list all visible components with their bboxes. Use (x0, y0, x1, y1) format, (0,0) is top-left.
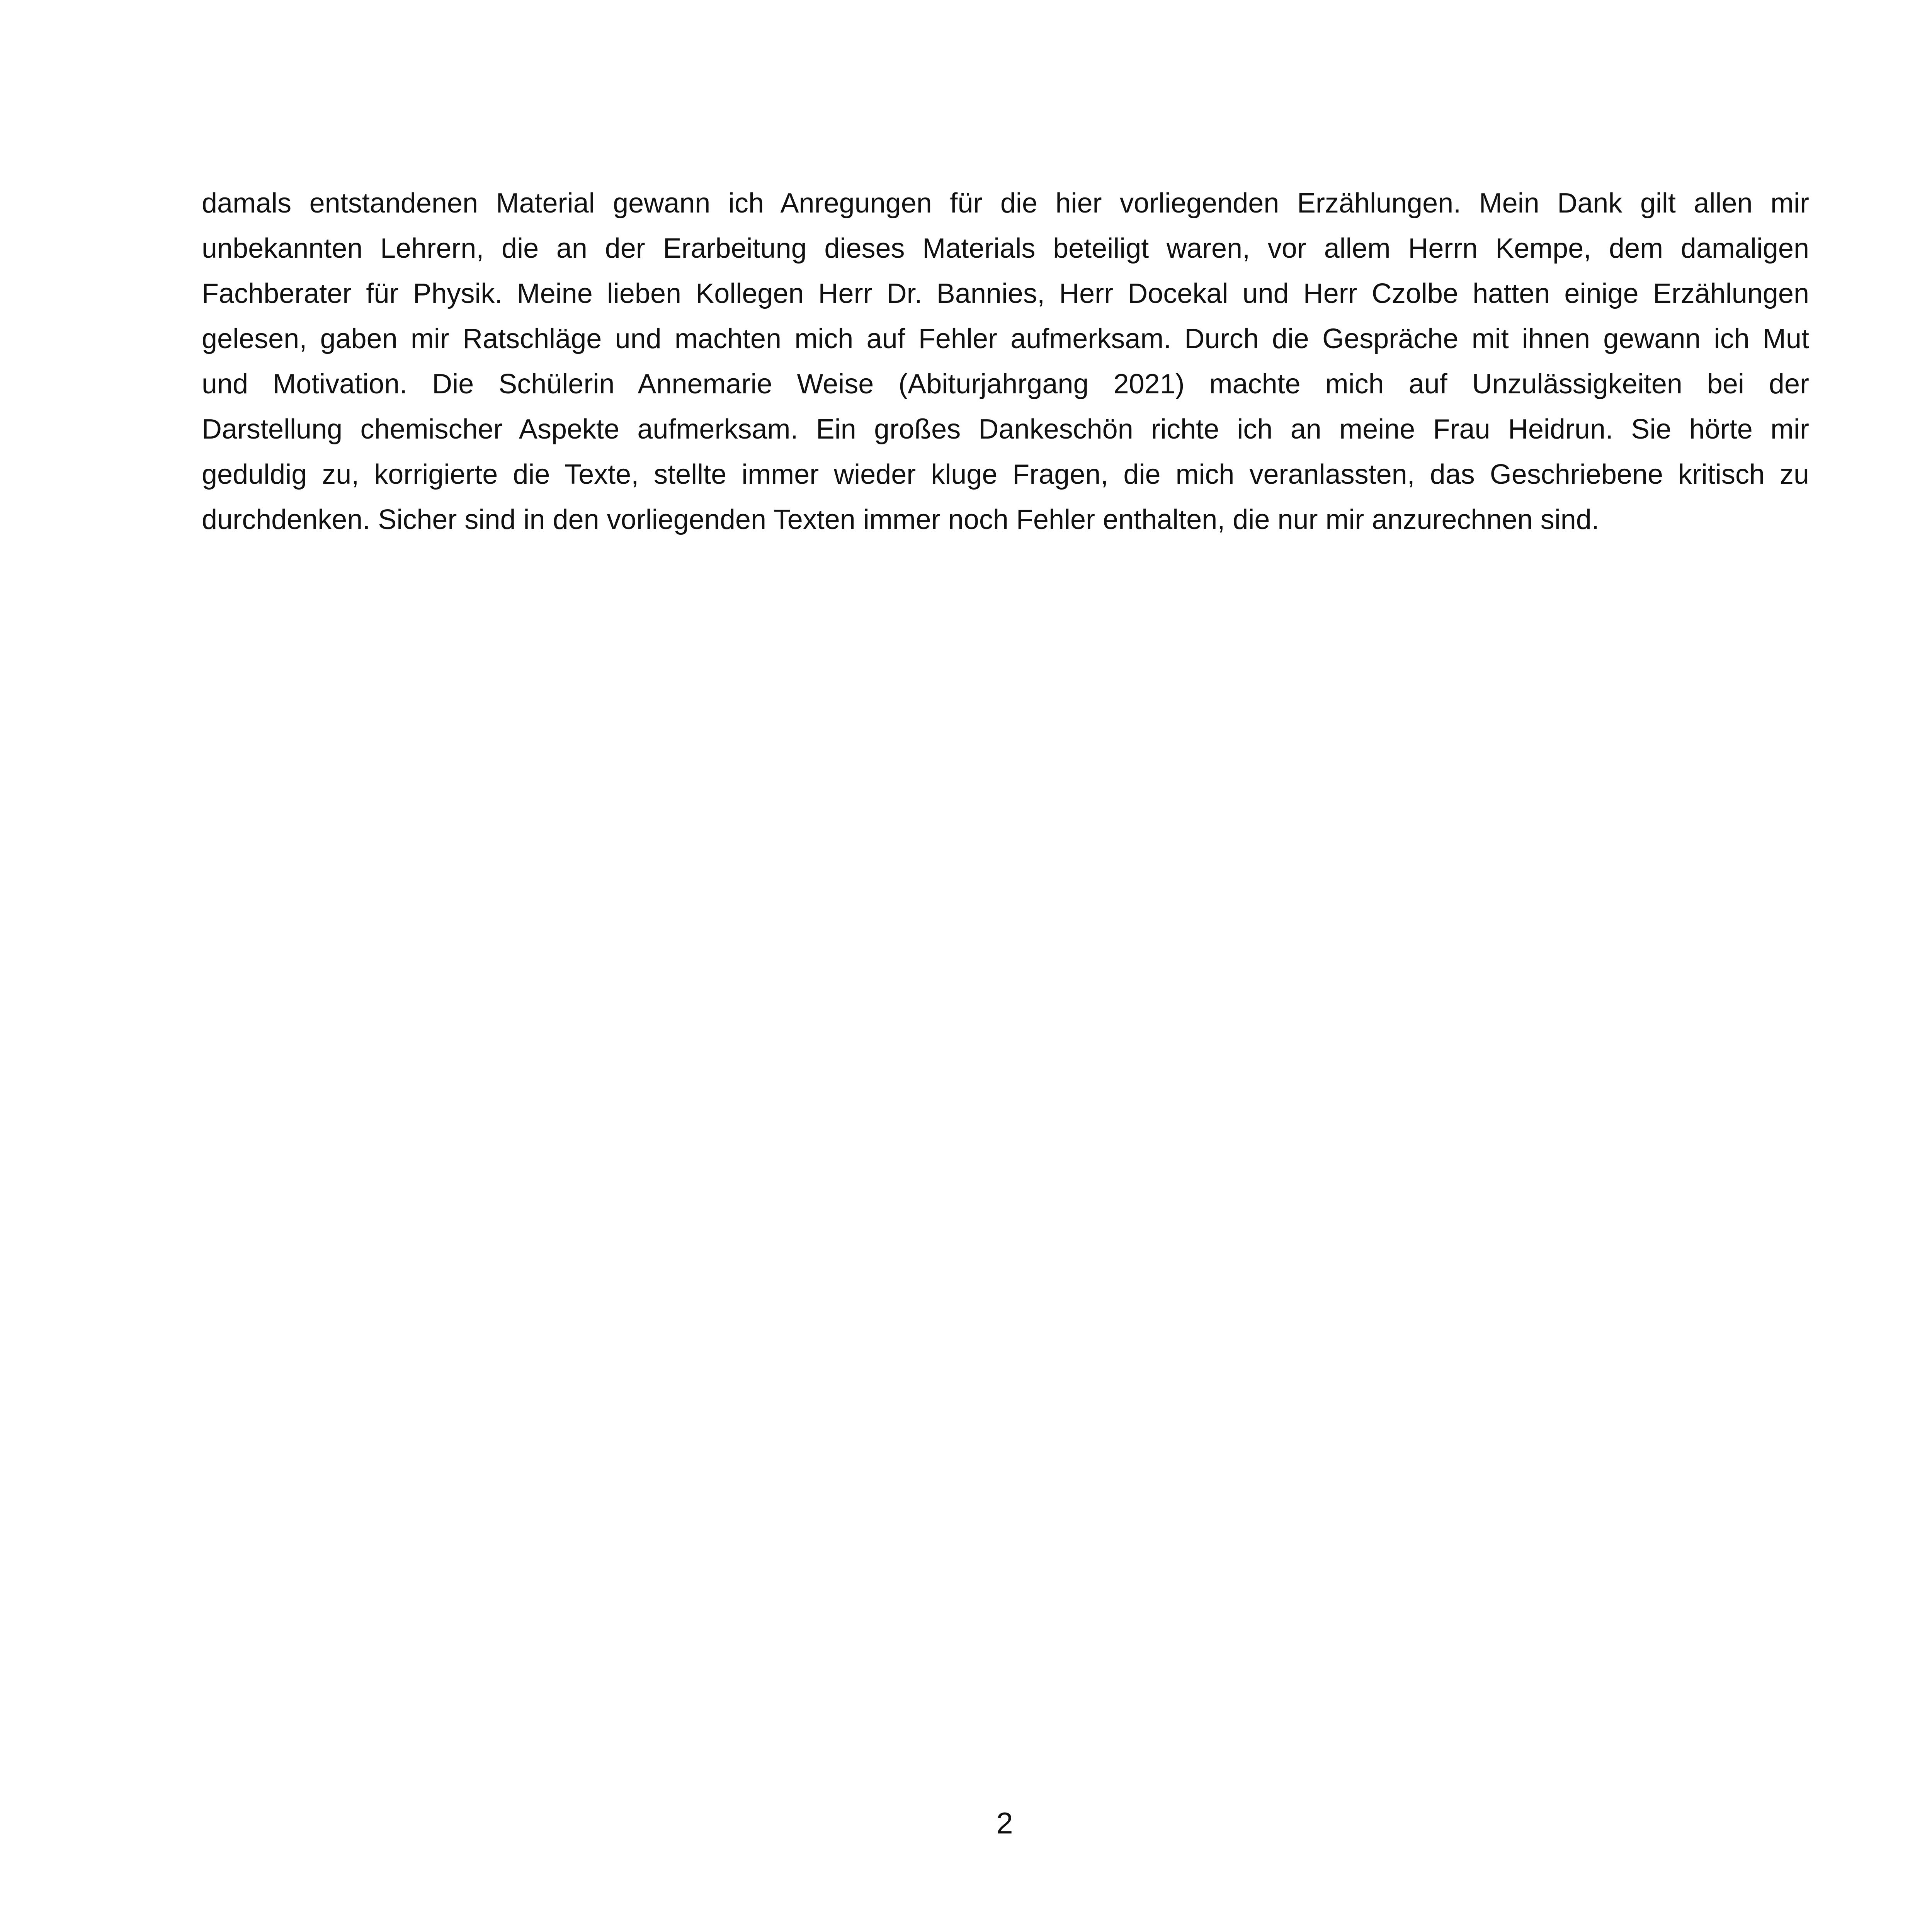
body-paragraph (202, 181, 1809, 543)
paragraph-line-6: Darstellung chemischer Aspekte aufmerksam. Ein großes Dankeschön richte ich an meine Frau Heidrun. Sie hörte mir (202, 414, 1809, 445)
paragraph-line-4: gelesen, gaben mir Ratschläge und machten mich auf Fehler aufmerksam. Durch die Gespräche mit ihnen gewann ich Mut (202, 323, 1809, 354)
paragraph-line-5: und Motivation. Die Schülerin Annemarie Weise (Abiturjahrgang 2021) machte mich auf Unzulässigkeiten bei der (202, 369, 1809, 400)
page-number: 2 (996, 1806, 1013, 1840)
paragraph-line-1: damals entstandenen Material gewann ich Anregungen für die hier vorliegenden Erzählungen. Mein Dank gilt allen mir (202, 188, 1809, 219)
paragraph-line-7: geduldig zu, korrigierte die Texte, stellte immer wieder kluge Fragen, die mich veranlassten, das Geschriebene kritisch zu (202, 459, 1809, 490)
paragraph-line-8: durchdenken. Sicher sind in den vorliegenden Texten immer noch Fehler enthalten, die nur mir anzurechnen sind. (202, 504, 1599, 535)
paragraph-line-2: unbekannten Lehrern, die an der Erarbeitung dieses Materials beteiligt waren, vor allem Herrn Kempe, dem damaligen (202, 233, 1809, 264)
paragraph-line-3: Fachberater für Physik. Meine lieben Kollegen Herr Dr. Bannies, Herr Docekal und Herr Czolbe hatten einige Erzählungen (202, 278, 1809, 309)
